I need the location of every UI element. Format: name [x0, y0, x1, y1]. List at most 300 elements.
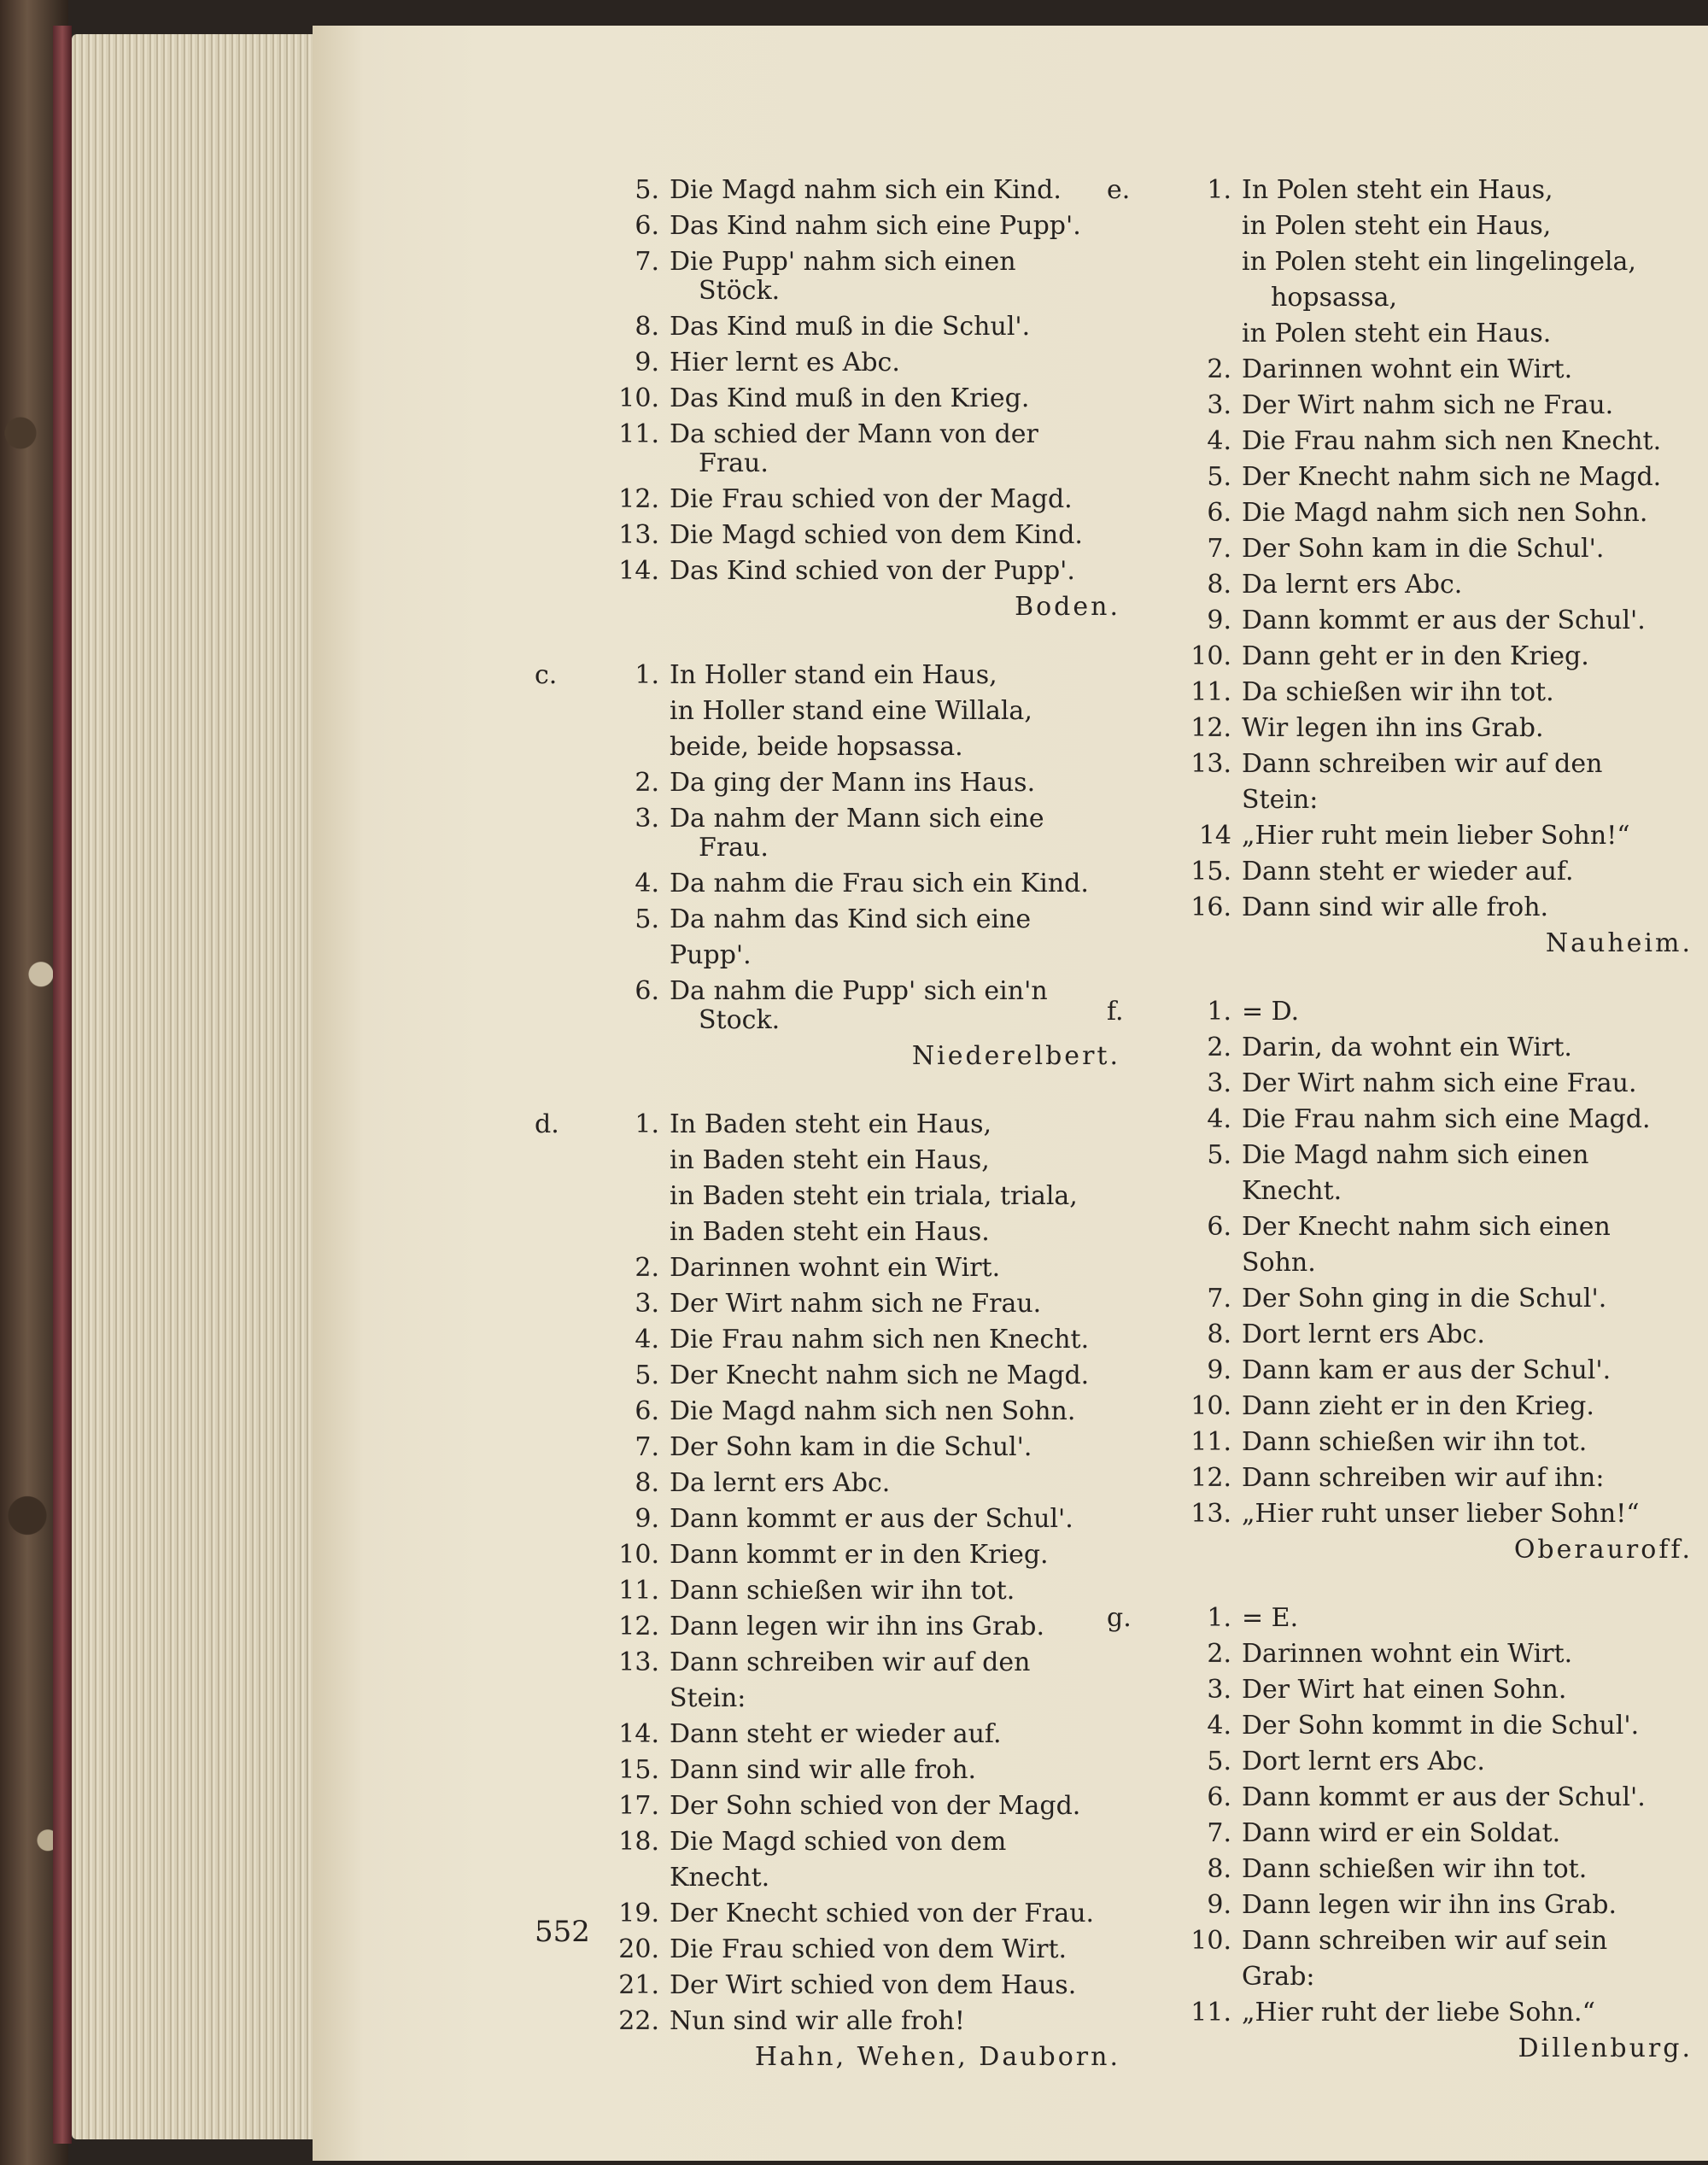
verse-number: 17.	[618, 1791, 659, 1821]
verse-text-main: Dann kommt er aus der Schul'.	[670, 1504, 1073, 1534]
verse-text-main: Dann wird er ein Soldat.	[1242, 1818, 1561, 1848]
verse-number: 2.	[635, 768, 659, 798]
verse-number: 21.	[618, 1970, 659, 2000]
verse-line	[1107, 603, 1708, 639]
verse-line	[1107, 208, 1708, 244]
verse-line	[1107, 1425, 1708, 1460]
verse-text-main: in Baden steht ein triala, triala,	[670, 1181, 1078, 1211]
verse-text	[1242, 1744, 1686, 1780]
verse-number: 14	[1198, 821, 1231, 851]
verse-text-main: Dann geht er in den Krieg.	[1242, 641, 1589, 671]
verse-text	[1242, 459, 1686, 495]
verse-line	[1107, 1887, 1708, 1923]
verse-text-main: Da nahm das Kind sich eine Pupp'.	[670, 904, 1032, 970]
verse-text-main: = D.	[1242, 997, 1300, 1027]
verse-text	[670, 1932, 1114, 1968]
verse-line	[1107, 1816, 1708, 1852]
verse-text-main: Die Magd schied von dem Knecht.	[670, 1827, 1007, 1893]
verse-text	[670, 1250, 1114, 1286]
verse-number: 4.	[635, 1325, 659, 1355]
verse-text-main: Dann schreiben wir auf den Stein:	[1242, 749, 1603, 815]
verse-line	[1107, 1600, 1708, 1636]
verse-number: 3.	[1207, 390, 1231, 420]
verse-line	[1107, 316, 1708, 352]
verse-line	[1107, 639, 1708, 675]
verse-line	[1107, 1102, 1708, 1138]
verse-number: 4.	[1207, 1104, 1231, 1134]
verse-text	[1242, 1672, 1686, 1708]
verse-number: 8.	[635, 312, 659, 342]
verse-text-main: Dann schießen wir ihn tot.	[1242, 1427, 1588, 1457]
verse-text	[670, 553, 1114, 589]
verse-text	[1242, 173, 1686, 208]
verse-line	[1107, 1636, 1708, 1672]
verse-text	[670, 309, 1114, 345]
verse-number: 7.	[1207, 1818, 1231, 1848]
verse-line	[1107, 890, 1708, 926]
verse-line	[1107, 1923, 1708, 1995]
verse-text-main: Da nahm die Frau sich ein Kind.	[670, 869, 1089, 898]
verse-text	[670, 801, 1114, 866]
verse-number: 3.	[1207, 1068, 1231, 1098]
verse-number: 10.	[618, 383, 659, 413]
verse-text	[670, 345, 1114, 381]
verse-text	[1242, 1102, 1686, 1138]
verse-text-continuation: Stock.	[699, 1005, 781, 1035]
verse-text	[670, 866, 1114, 902]
verse-line	[1107, 818, 1708, 854]
verse-number: 9.	[635, 348, 659, 377]
verse-text-main: Der Sohn kommt in die Schul'.	[1242, 1711, 1640, 1741]
page-edges	[72, 34, 316, 2139]
verse-number: 12.	[1190, 1463, 1231, 1493]
verse-text-main: Der Wirt hat einen Sohn.	[1242, 1675, 1567, 1705]
verse-number: 9.	[1207, 1890, 1231, 1920]
verse-text-main: Dann kommt er aus der Schul'.	[1242, 1782, 1646, 1812]
verse-line	[1107, 1780, 1708, 1816]
verse-text	[1242, 424, 1686, 459]
verse-text-main: Das Kind nahm sich eine Pupp'.	[670, 211, 1081, 241]
verse-text-main: Dann schießen wir ihn tot.	[1242, 1854, 1588, 1884]
verse-text	[670, 1179, 1114, 1214]
verse-text-main: Das Kind muß in den Krieg.	[670, 383, 1030, 413]
verse-text	[670, 173, 1114, 208]
verse-line	[1107, 1496, 1708, 1532]
verse-line	[1107, 459, 1708, 495]
verse-text	[670, 1107, 1114, 1143]
verse-number: 6.	[635, 211, 659, 241]
verse-text	[670, 2004, 1114, 2039]
verse-text-main: Da ging der Mann ins Haus.	[670, 768, 1036, 798]
verse-text	[670, 1214, 1114, 1250]
verse-text-main: Dann schreiben wir auf ihn:	[1242, 1463, 1605, 1493]
verse-text-main: Der Sohn kam in die Schul'.	[670, 1432, 1032, 1462]
verse-text-main: Das Kind muß in die Schul'.	[670, 312, 1031, 342]
verse-text	[1242, 244, 1686, 280]
verse-text-main: Die Frau schied von dem Wirt.	[670, 1934, 1068, 1964]
verse-number: 10.	[1190, 641, 1231, 671]
verse-text-main: Der Knecht schied von der Frau.	[670, 1899, 1095, 1928]
section-label: c.	[535, 660, 558, 690]
verse-number: 10.	[1190, 1926, 1231, 1956]
verse-number: 2.	[1207, 1033, 1231, 1062]
section-label: g.	[1107, 1603, 1132, 1633]
verse-text-main: Dort lernt ers Abc.	[1242, 1319, 1485, 1349]
verse-text-main: Da schied der Mann von der	[670, 419, 1038, 449]
verse-line	[1107, 1030, 1708, 1066]
verse-number: 8.	[1207, 1319, 1231, 1349]
verse-number: 12.	[618, 484, 659, 514]
verse-text	[1242, 1780, 1686, 1816]
verse-text	[1242, 890, 1686, 926]
verse-text-main: Dann zieht er in den Krieg.	[1242, 1391, 1594, 1421]
verse-number: 20.	[618, 1934, 659, 1964]
verse-text-main: Dann legen wir ihn ins Grab.	[1242, 1890, 1617, 1920]
verse-text-main: Da lernt ers Abc.	[1242, 570, 1463, 600]
verse-number: 11.	[1190, 1998, 1231, 2027]
verse-text	[670, 1537, 1114, 1573]
place-name: Boden.	[1015, 592, 1120, 622]
verse-text-main: Darin, da wohnt ein Wirt.	[1242, 1033, 1572, 1062]
verse-number: 7.	[635, 1432, 659, 1462]
verse-text	[670, 1717, 1114, 1752]
verse-text	[1242, 1209, 1686, 1281]
section-label: f.	[1107, 997, 1124, 1027]
verse-number: 18.	[618, 1827, 659, 1857]
verse-number: 14.	[618, 1719, 659, 1749]
verse-text	[1242, 1887, 1686, 1923]
verse-number: 13.	[618, 1647, 659, 1677]
verse-text-continuation: Frau.	[699, 448, 769, 478]
verse-text-main: Der Wirt nahm sich eine Frau.	[1242, 1068, 1637, 1098]
verse-text-main: Nun sind wir alle froh!	[670, 2006, 965, 2036]
verse-text-main: In Holler stand ein Haus,	[670, 660, 997, 690]
verse-text-main: Der Sohn kam in die Schul'.	[1242, 534, 1605, 564]
verse-text-main: Der Wirt nahm sich ne Frau.	[670, 1289, 1042, 1319]
verse-text-main: Dann kam er aus der Schul'.	[1242, 1355, 1611, 1385]
verse-number: 5.	[1207, 462, 1231, 492]
verse-number: 8.	[1207, 570, 1231, 600]
place-name: Niederelbert.	[911, 1041, 1120, 1071]
verse-number: 10.	[618, 1540, 659, 1570]
verse-text	[670, 1968, 1114, 2004]
verse-number: 22.	[618, 2006, 659, 2036]
verse-number: 19.	[618, 1899, 659, 1928]
verse-text-main: Der Knecht nahm sich einen Sohn.	[1242, 1212, 1611, 1278]
verse-number: 11.	[1190, 1427, 1231, 1457]
verse-number: 15.	[618, 1755, 659, 1785]
verse-line	[1107, 1672, 1708, 1708]
verse-text	[1242, 567, 1686, 603]
place-name: Oberauroff.	[1513, 1535, 1693, 1565]
verse-text	[670, 1430, 1114, 1466]
verse-number: 11.	[618, 419, 659, 449]
verse-text	[1242, 1389, 1686, 1425]
verse-text	[1242, 1708, 1686, 1744]
verse-line	[1107, 173, 1708, 208]
verse-line	[1107, 244, 1708, 280]
verse-text-main: Der Sohn schied von der Magd.	[670, 1791, 1081, 1821]
verse-text	[1242, 1923, 1686, 1995]
verse-text-main: Da nahm der Mann sich eine	[670, 804, 1044, 834]
verse-text	[1242, 639, 1686, 675]
verse-number: 8.	[1207, 1854, 1231, 1884]
verse-text	[1242, 1852, 1686, 1887]
verse-text-main: beide, beide hopsassa.	[670, 732, 963, 762]
verse-text-main: Dann kommt er in den Krieg.	[670, 1540, 1049, 1570]
verse-text	[1242, 854, 1686, 890]
verse-text	[1242, 352, 1686, 388]
page-number: 552	[535, 1915, 590, 1949]
verse-text-main: Dann kommt er aus der Schul'.	[1242, 606, 1646, 635]
verse-text	[670, 1466, 1114, 1501]
verse-number: 7.	[1207, 1284, 1231, 1314]
verse-text-main: Das Kind schied von der Pupp'.	[670, 556, 1075, 586]
verse-number: 8.	[635, 1468, 659, 1498]
verse-text	[1242, 1353, 1686, 1389]
verse-text-main: Darinnen wohnt ein Wirt.	[1242, 1639, 1573, 1669]
verse-number: 2.	[635, 1253, 659, 1283]
verse-number: 5.	[635, 175, 659, 205]
verse-text	[670, 1788, 1114, 1824]
verse-text-main: Da schießen wir ihn tot.	[1242, 677, 1554, 707]
verse-text	[670, 658, 1114, 693]
verse-text	[670, 765, 1114, 801]
verse-text-main: in Baden steht ein Haus,	[670, 1145, 990, 1175]
verse-text	[1242, 711, 1686, 746]
verse-number: 6.	[635, 976, 659, 1006]
verse-number: 6.	[635, 1396, 659, 1426]
verse-text-main: In Polen steht ein Haus,	[1242, 175, 1553, 205]
verse-text	[670, 1286, 1114, 1322]
verse-text	[1242, 818, 1686, 854]
book-page	[313, 26, 1708, 2161]
verse-text	[670, 729, 1114, 765]
verse-text-main: Der Knecht nahm sich ne Magd.	[670, 1360, 1090, 1390]
verse-number: 5.	[1207, 1747, 1231, 1776]
verse-number: 14.	[618, 556, 659, 586]
verse-line	[1107, 1995, 1708, 2031]
verse-number: 13.	[1190, 1499, 1231, 1529]
verse-text	[670, 1394, 1114, 1430]
verse-line	[1107, 1281, 1708, 1317]
verse-line	[1107, 495, 1708, 531]
verse-text	[1242, 1995, 1686, 2031]
verse-text-main: Dann schreiben wir auf sein Grab:	[1242, 1926, 1608, 1992]
verse-text-main: in Polen steht ein Haus.	[1242, 319, 1552, 348]
verse-text-main: „Hier ruht mein lieber Sohn!“	[1242, 821, 1630, 851]
verse-text	[670, 244, 1114, 309]
verse-text-main: Dann schreiben wir auf den Stein:	[670, 1647, 1031, 1713]
verse-line	[1107, 280, 1708, 316]
verse-text	[1242, 746, 1686, 818]
verse-line	[1107, 711, 1708, 746]
verse-text-main: in Polen steht ein Haus,	[1242, 211, 1552, 241]
verse-text-main: Die Magd schied von dem Kind.	[670, 520, 1083, 550]
verse-text	[670, 902, 1114, 974]
verse-text-main: Dort lernt ers Abc.	[1242, 1747, 1485, 1776]
place-name: Hahn, Wehen, Dauborn.	[754, 2042, 1120, 2072]
verse-number: 5.	[1207, 1140, 1231, 1170]
verse-text	[1242, 531, 1686, 567]
verse-line	[1107, 854, 1708, 890]
verse-text	[670, 1896, 1114, 1932]
verse-line	[1107, 531, 1708, 567]
verse-text	[1242, 1460, 1686, 1496]
verse-number: 6.	[1207, 1782, 1231, 1812]
verse-text-main: Die Magd nahm sich nen Sohn.	[670, 1396, 1076, 1426]
verse-line	[1107, 1353, 1708, 1389]
verse-line	[1107, 746, 1708, 818]
verse-number: 4.	[635, 869, 659, 898]
section-label: e.	[1107, 175, 1131, 205]
verse-text	[1242, 316, 1686, 352]
verse-number: 1.	[1207, 175, 1231, 205]
verse-text-main: „Hier ruht unser lieber Sohn!“	[1242, 1499, 1640, 1529]
verse-text	[1242, 675, 1686, 711]
verse-text	[1242, 1816, 1686, 1852]
verse-text	[1242, 1600, 1686, 1636]
verse-text-main: Dann sind wir alle froh.	[1242, 892, 1549, 922]
verse-text	[670, 482, 1114, 518]
verse-text-main: Da lernt ers Abc.	[670, 1468, 891, 1498]
verse-text-main: in Polen steht ein lingelingela,	[1242, 247, 1636, 277]
verse-text-main: Dann legen wir ihn ins Grab.	[670, 1612, 1044, 1641]
verse-text-main: Die Frau nahm sich eine Magd.	[1242, 1104, 1651, 1134]
verse-number: 7.	[1207, 534, 1231, 564]
section-label: d.	[535, 1109, 559, 1139]
verse-text	[670, 1573, 1114, 1609]
verse-number: 10.	[1190, 1391, 1231, 1421]
verse-text-main: Hier lernt es Abc.	[670, 348, 900, 377]
verse-text	[1242, 495, 1686, 531]
verse-number: 1.	[1207, 1603, 1231, 1633]
verse-text	[1242, 1496, 1686, 1532]
verse-text	[1242, 1317, 1686, 1353]
verse-text-continuation: Stöck.	[699, 276, 781, 306]
verse-text	[1242, 1281, 1686, 1317]
place-name: Nauheim.	[1545, 928, 1693, 958]
verse-text	[670, 208, 1114, 244]
verse-line	[1107, 1066, 1708, 1102]
verse-number: 3.	[1207, 1675, 1231, 1705]
verse-text-main: Die Frau nahm sich nen Knecht.	[1242, 426, 1662, 456]
right-column	[1107, 173, 1708, 2099]
verse-text	[670, 1824, 1114, 1896]
verse-number: 13.	[1190, 749, 1231, 779]
verse-text	[1242, 1066, 1686, 1102]
verse-text-main: Der Wirt nahm sich ne Frau.	[1242, 390, 1614, 420]
verse-line	[1107, 1317, 1708, 1353]
verse-text-main: Dann schießen wir ihn tot.	[670, 1576, 1015, 1606]
verse-number: 6.	[1207, 1212, 1231, 1242]
verse-text	[670, 381, 1114, 417]
verse-number: 12.	[618, 1612, 659, 1641]
verse-line	[1107, 1744, 1708, 1780]
verse-number: 1.	[635, 660, 659, 690]
verse-text-main: Dann sind wir alle froh.	[670, 1755, 977, 1785]
verse-text	[670, 1143, 1114, 1179]
verse-text-main: Darinnen wohnt ein Wirt.	[670, 1253, 1001, 1283]
verse-text	[670, 518, 1114, 553]
verse-number: 5.	[635, 1360, 659, 1390]
verse-number: 11.	[618, 1576, 659, 1606]
verse-text	[1242, 1138, 1686, 1209]
verse-text-main: Der Sohn ging in die Schul'.	[1242, 1284, 1607, 1314]
verse-text	[670, 1501, 1114, 1537]
verse-text-continuation: Frau.	[699, 833, 769, 863]
verse-line	[1107, 1389, 1708, 1425]
verse-line	[1107, 1708, 1708, 1744]
verse-text-main: Der Knecht nahm sich ne Magd.	[1242, 462, 1662, 492]
verse-text-main: In Baden steht ein Haus,	[670, 1109, 992, 1139]
verse-text-main: Der Wirt schied von dem Haus.	[670, 1970, 1077, 2000]
verse-text	[670, 417, 1114, 482]
verse-number: 3.	[635, 804, 659, 834]
verse-text-main: Wir legen ihn ins Grab.	[1242, 713, 1544, 743]
verse-text-main: Die Frau nahm sich nen Knecht.	[670, 1325, 1090, 1355]
song-block-g	[1107, 1600, 1708, 2067]
verse-number: 1.	[1207, 997, 1231, 1027]
verse-text	[1242, 603, 1686, 639]
verse-number: 2.	[1207, 1639, 1231, 1669]
verse-text-main: Da nahm die Pupp' sich ein'n	[670, 976, 1048, 1006]
verse-text-main: Die Magd nahm sich ein Kind.	[670, 175, 1062, 205]
verse-line	[1107, 994, 1708, 1030]
verse-text	[670, 693, 1114, 729]
verse-text	[670, 1645, 1114, 1717]
verse-line	[1107, 1209, 1708, 1281]
verse-text-main: Die Pupp' nahm sich einen	[670, 247, 1016, 277]
verse-text-main: = E.	[1242, 1603, 1299, 1633]
verse-number: 3.	[635, 1289, 659, 1319]
verse-line	[1107, 1852, 1708, 1887]
book-spine	[53, 26, 72, 2144]
verse-text	[1242, 994, 1686, 1030]
verse-text-main: Die Magd nahm sich einen Knecht.	[1242, 1140, 1589, 1206]
verse-line	[1107, 388, 1708, 424]
verse-text-main: in Baden steht ein Haus.	[670, 1217, 990, 1247]
verse-text-main: Die Frau schied von der Magd.	[670, 484, 1073, 514]
verse-text-main: Dann steht er wieder auf.	[1242, 857, 1574, 886]
verse-number: 5.	[635, 904, 659, 934]
verse-text-main: in Holler stand eine Willala,	[670, 696, 1032, 726]
verse-text	[670, 1752, 1114, 1788]
verse-number: 2.	[1207, 354, 1231, 384]
verse-line	[1107, 1460, 1708, 1496]
verse-text	[1242, 208, 1686, 244]
verse-line	[1107, 1138, 1708, 1209]
verse-line	[1107, 675, 1708, 711]
verse-line	[1107, 352, 1708, 388]
verse-text-main: Dann steht er wieder auf.	[670, 1719, 1002, 1749]
verse-number: 13.	[618, 520, 659, 550]
verse-number: 6.	[1207, 498, 1231, 528]
verse-text-main: Die Magd nahm sich nen Sohn.	[1242, 498, 1648, 528]
verse-text	[670, 1358, 1114, 1394]
verse-text	[1242, 1636, 1686, 1672]
verse-number: 4.	[1207, 426, 1231, 456]
verse-number: 9.	[635, 1504, 659, 1534]
verse-number: 9.	[1207, 1355, 1231, 1385]
verse-text	[670, 974, 1114, 1039]
verse-number: 11.	[1190, 677, 1231, 707]
verse-text	[1242, 280, 1686, 316]
verse-text-main: hopsassa,	[1271, 283, 1398, 313]
verse-text	[1242, 1030, 1686, 1066]
verse-number: 12.	[1190, 713, 1231, 743]
verse-number: 7.	[635, 247, 659, 277]
